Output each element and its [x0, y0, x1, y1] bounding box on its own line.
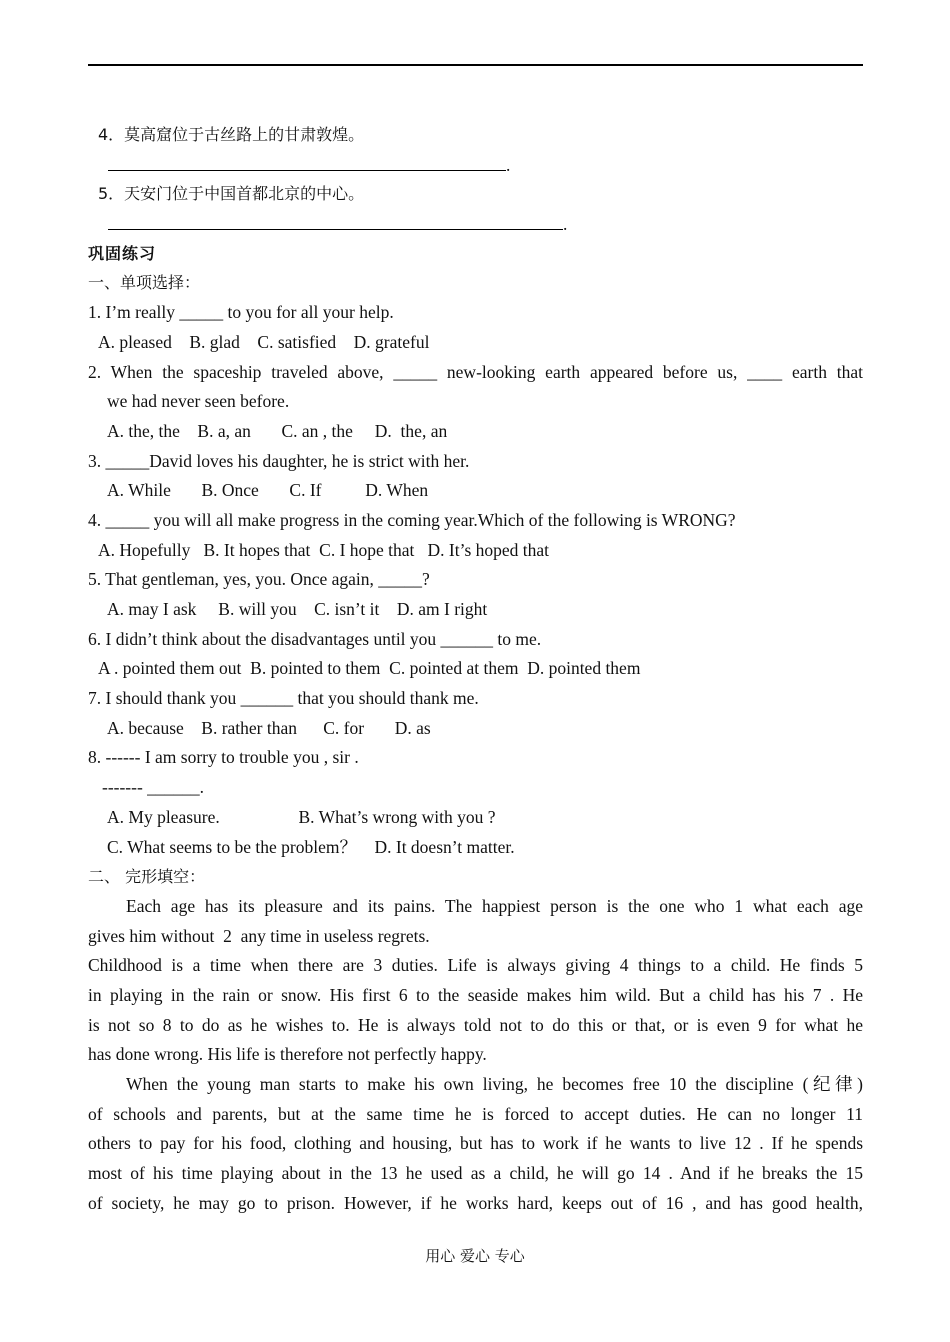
cloze-p2-line2: in playing in the rain or snow. His first 6 to the seaside makes him wild. But a child has his 7 . He: [88, 984, 863, 1005]
question-3-options: A. While B. Once C. If D. When: [107, 480, 429, 501]
question-7-options: A. because B. rather than C. for D. as: [107, 717, 431, 738]
cloze-p2-line1: Childhood is a time when there are 3 duties. Life is always giving 4 things to a child. He finds 5: [88, 955, 863, 976]
cloze-p3-line2: of schools and parents, but at the same time he is forced to accept duties. He can no longer 11: [88, 1103, 863, 1124]
answer-blank: [108, 150, 506, 171]
cloze-p3-line5: of society, he may go to prison. However, if he works hard, keeps out of 16 , and has good health,: [88, 1192, 863, 1213]
page-footer: 用心 爱心 专心: [425, 1247, 525, 1265]
part1-title: 一、单项选择：: [88, 273, 201, 293]
question-5-options: A. may I ask B. will you C. isn’t it D. am I right: [107, 599, 488, 619]
question-4-options: A. Hopefully B. It hopes that C. I hope that D. It’s hoped that: [98, 539, 550, 560]
question-8-options-line1: A. My pleasure. B. What’s wrong with you ?: [107, 806, 496, 827]
question-2-stem-line1: 2. When the spaceship traveled above, _____ new-looking earth appeared before us, ____ earth that: [88, 361, 863, 382]
question-6-stem: 6. I didn’t think about the disadvantages until you ______ to me.: [88, 628, 542, 649]
header-rule: [88, 64, 863, 66]
section-title: 巩固练习: [88, 243, 157, 263]
question-8-options-line2: C. What seems to be the problem？ D. It doesn’t matter.: [107, 836, 515, 857]
answer-blank: [108, 209, 563, 230]
question-2-options: A. the, the B. a, an C. an , the D. the, an: [107, 420, 448, 441]
cloze-p3-line4: most of his time playing about in the 13 he used as a child, he will go 14 . And if he breaks the 15: [88, 1163, 863, 1184]
part2-title: 二、 完形填空：: [88, 867, 206, 887]
question-4-stem: 4. _____ you will all make progress in the coming year.Which of the following is WRONG?: [88, 509, 736, 530]
document-body: [88, 120, 863, 1218]
cloze-p1-line2: gives him without 2 any time in useless regrets.: [88, 925, 430, 946]
question-1-options: A. pleased B. glad C. satisfied D. grateful: [98, 331, 430, 352]
question-5-stem: 5. That gentleman, yes, you. Once again, _____?: [88, 569, 430, 590]
question-1-stem: 1. I’m really _____ to you for all your help.: [88, 302, 394, 323]
cloze-p3-line1: When the young man starts to make his own living, he becomes free 10 the discipline (纪律): [126, 1074, 863, 1094]
question-2-stem-line2: we had never seen before.: [107, 391, 290, 412]
translation-q4: 4．莫高窟位于古丝路上的甘肃敦煌。: [98, 125, 365, 144]
cloze-p3-line3: others to pay for his food, clothing and housing, but has to work if he wants to live 12 . If he spends: [88, 1133, 863, 1154]
question-6-options: A . pointed them out B. pointed to them C. pointed at them D. pointed them: [98, 658, 641, 679]
translation-q5-answer-line: .: [88, 209, 863, 239]
question-7-stem: 7. I should thank you ______ that you should thank me.: [88, 688, 479, 709]
question-8-reply: ------- ______.: [102, 777, 205, 798]
question-8-stem: 8. ------ I am sorry to trouble you , sir .: [88, 747, 359, 768]
cloze-p2-line4: has done wrong. His life is therefore not perfectly happy.: [88, 1044, 487, 1065]
translation-q4-answer-line: .: [88, 150, 863, 180]
cloze-p1-line1: Each age has its pleasure and its pains. The happiest person is the one who 1 what each age: [126, 895, 863, 916]
translation-q5: 5．天安门位于中国首都北京的中心。: [98, 184, 365, 204]
cloze-p2-line3: is not so 8 to do as he wishes to. He is always told not to do this or that, or is even 9 for what he: [88, 1014, 863, 1035]
question-3-stem: 3. _____David loves his daughter, he is strict with her.: [88, 450, 470, 471]
